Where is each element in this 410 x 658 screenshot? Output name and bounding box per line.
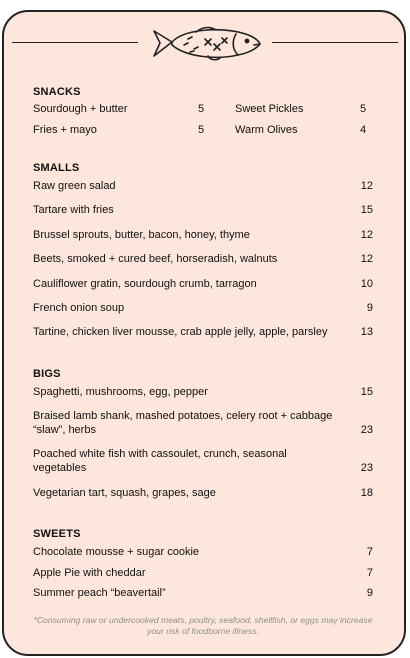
menu-item-price: 12 (360, 180, 373, 192)
section-title-snacks: SNACKS (33, 86, 81, 98)
menu-item-name: Spaghetti, mushrooms, egg, pepper (33, 386, 208, 398)
menu-item-price: 12 (360, 229, 373, 241)
menu-item-name: Chocolate mousse + sugar cookie (33, 546, 200, 558)
menu-item-name: Tartine, chicken liver mousse, crab apple jelly, apple, parsley (33, 326, 328, 338)
header-rule-right (272, 42, 398, 43)
menu-item-name: Fries + mayo (33, 124, 97, 136)
menu-item-price: 15 (360, 386, 373, 398)
menu-item-name: French onion soup (33, 302, 125, 314)
menu-item-price: 13 (360, 326, 373, 338)
menu-item-price: 18 (360, 487, 373, 499)
menu-item-price: 10 (360, 278, 373, 290)
menu-item-price: 5 (360, 103, 367, 115)
section-title-bigs: BIGS (33, 368, 61, 380)
menu-item-price: 23 (360, 424, 373, 436)
menu-item-price: 7 (366, 567, 373, 579)
section-title-smalls: SMALLS (33, 162, 80, 174)
menu-item-name: Poached white fish with cassoulet, crunch, seasonal vegetables (33, 448, 287, 474)
section-title-sweets: SWEETS (33, 528, 81, 540)
menu-item-name: Warm Olives (235, 124, 298, 136)
menu-item-name: Summer peach “beavertail” (33, 587, 166, 599)
menu-item-price: 23 (360, 462, 373, 474)
menu-item-price: 9 (366, 587, 373, 599)
menu-item-price: 9 (366, 302, 373, 314)
menu-item-price: 7 (366, 546, 373, 558)
menu-item (33, 447, 373, 475)
menu-item-name: Vegetarian tart, squash, grapes, sage (33, 487, 216, 499)
menu-item-name: Raw green salad (33, 180, 116, 192)
menu-item-price: 12 (360, 253, 373, 265)
menu-item-price: 5 (198, 103, 205, 115)
fish-logo-icon (150, 25, 262, 63)
menu-item-price: 5 (198, 124, 205, 136)
menu-item-name: Tartare with fries (33, 204, 114, 216)
menu-item-name: Sourdough + butter (33, 103, 128, 115)
menu-item (33, 409, 373, 437)
menu-item-name: Sweet Pickles (235, 103, 304, 115)
menu-item-price: 15 (360, 204, 373, 216)
header-rule-left (12, 42, 138, 43)
menu-item-name: Cauliflower gratin, sourdough crumb, tarragon (33, 278, 257, 290)
menu-item-name: Braised lamb shank, mashed potatoes, celery root + cabbage “slaw”, herbs (33, 410, 333, 436)
menu-item-name: Brussel sprouts, butter, bacon, honey, thyme (33, 229, 250, 241)
menu-item-name: Beets, smoked + cured beef, horseradish, walnuts (33, 253, 278, 265)
footnote: *Consuming raw or undercooked meats, poultry, seafood, shellfish, or eggs may increase your risk of foodborne illness. (33, 615, 373, 636)
menu-item-price: 4 (360, 124, 367, 136)
menu-item-name: Apple Pie with cheddar (33, 567, 146, 579)
